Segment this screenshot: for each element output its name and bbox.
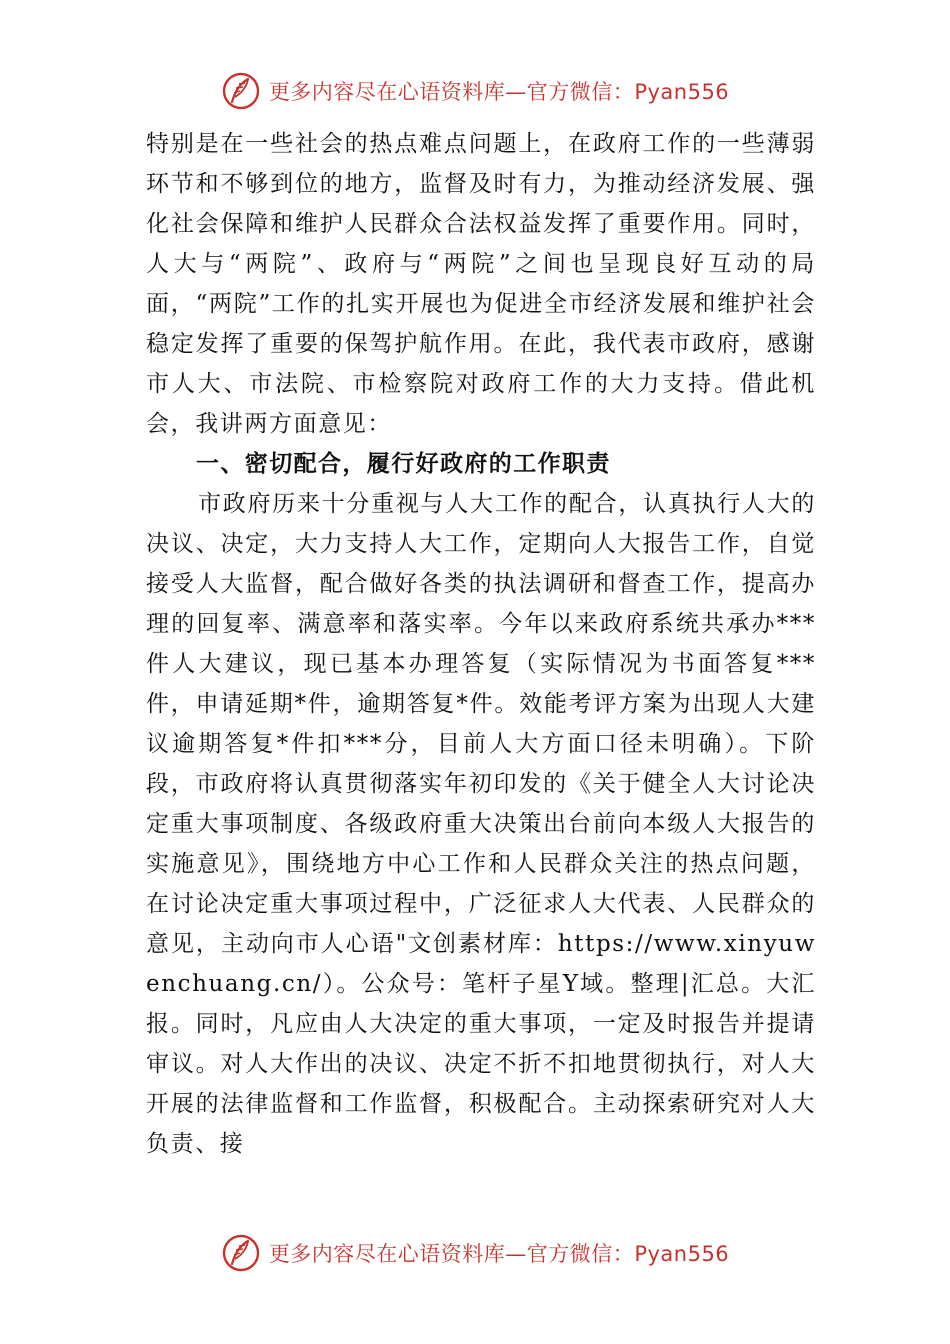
wechat-id: Pyan556 [634, 80, 730, 104]
watermark-text: 更多内容尽在心语资料库—官方微信：Pyan556 [268, 1242, 730, 1266]
feather-seal-icon [221, 1233, 261, 1273]
feather-seal-icon [221, 71, 261, 111]
section-heading: 一、密切配合，履行好政府的工作职责 [196, 451, 611, 477]
paragraph: 特别是在一些社会的热点难点问题上，在政府工作的一些薄弱环节和不够到位的地方，监督及时有力，为推动经济发展、强化社会保障和维护人民群众合法权益发挥了重要作用。同时，人大与“两院”、政府与“两院”之间也呈现良好互动的局面，“两院”工作的扎实开展也为促进全市经济发展和维护社会稳定发挥了重要的保驾护航作用。在此，我代表市政府，感谢市人大、市法院、市检察院对政府工作的大力支持。借此机会，我讲两方面意见： [146, 131, 816, 437]
wechat-id: Pyan556 [634, 1242, 730, 1266]
paragraph: 市政府历来十分重视与人大工作的配合，认真执行人大的决议、决定，大力支持人大工作，定期向人大报告工作，自觉接受人大监督，配合做好各类的执法调研和督查工作，提高办理的回复率、满意率和落实率。今年以来政府系统共承办***件人大建议，现已基本办理答复（实际情况为书面答复***件，申请延期*件，逾期答复*件。效能考评方案为出现人大建议逾期答复*件扣***分，目前人大方面口径未明确）。下阶段，市政府将认真贯彻落实年初印发的《关于健全人大讨论决定重大事项制度、各级政府重大决策出台前向本级人大报告的实施意见》，围绕地方中心工作和人民群众关注的热点问题，在讨论决定重大事项过程中，广泛征求人大代表、人民群众的意见，主动向市人心语"文创素材库：https://www.xinyuwenchuang.cn/）。公众号：笔杆子星Y域。整理|汇总。大汇报。同时，凡应由人大决定的重大事项，一定及时报告并提请审议。对人大作出的决议、决定不折不扣地贯彻执行，对人大开展的法律监督和工作监督，积极配合。主动探索研究对人大负责、接 [146, 491, 816, 1157]
watermark-text: 更多内容尽在心语资料库—官方微信：Pyan556 [268, 80, 730, 104]
header-watermark [0, 68, 950, 114]
footer-watermark [0, 1230, 950, 1276]
document-body [146, 124, 816, 1164]
